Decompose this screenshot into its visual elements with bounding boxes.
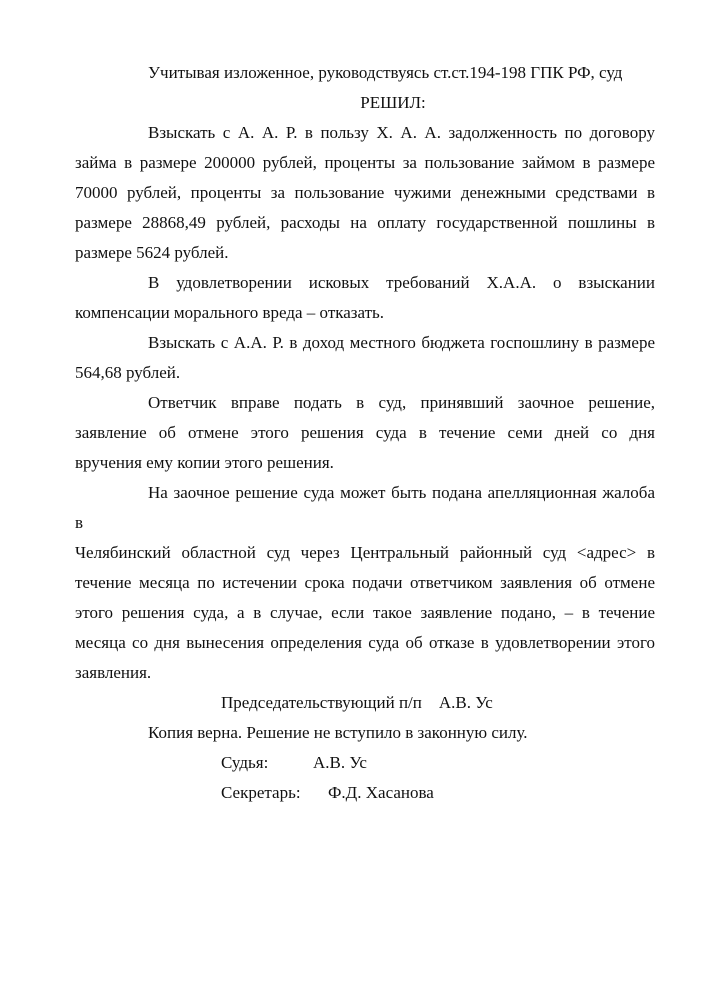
signature-judge-value: А.В. Ус	[313, 753, 367, 772]
copy-certification: Копия верна. Решение не вступило в законную силу.	[148, 723, 528, 742]
body-line: Ответчик вправе подать в суд, принявший заочное решение,	[148, 393, 655, 412]
signature-judge	[75, 748, 655, 778]
body-line: заявления.	[75, 663, 152, 682]
body-line: 70000 рублей, проценты за пользование чужими денежными средствами в	[75, 183, 655, 202]
signature-secretary	[75, 778, 655, 808]
body-line: компенсации морального вреда – отказать.	[75, 303, 385, 322]
body-line: На заочное решение суда может быть подана апелляционная жалоба в	[75, 483, 655, 532]
signature-presiding-value: А.В. Ус	[438, 693, 493, 712]
body-line: месяца со дня вынесения определения суда об отказе в удовлетворении этого	[75, 633, 655, 652]
body-line: заявление об отмене этого решения суда в течение семи дней со дня	[75, 423, 655, 442]
signature-secretary-value: Ф.Д. Хасанова	[328, 783, 434, 802]
body-line: течение месяца по истечении срока подачи ответчиком заявления об отмене	[75, 573, 655, 592]
signature-presiding-label: Председательствующий п/п	[221, 693, 422, 712]
body-line: Челябинский областной суд через Центральный районный суд <адрес> в	[75, 543, 655, 562]
body-line: займа в размере 200000 рублей, проценты за пользование займом в размере	[75, 153, 655, 172]
signature-presiding	[75, 688, 655, 718]
document-text	[75, 58, 655, 808]
resolution-heading: РЕШИЛ:	[360, 93, 426, 112]
body-line: вручения ему копии этого решения.	[75, 453, 334, 472]
body-line: размере 5624 рублей.	[75, 243, 229, 262]
intro-line: Учитывая изложенное, руководствуясь ст.ст.194-198 ГПК РФ, суд	[148, 63, 623, 82]
body-line: 564,68 рублей.	[75, 363, 181, 382]
body-line: Взыскать с А.А. Р. в доход местного бюджета госпошлину в размере	[148, 333, 655, 352]
body-line: этого решения суда, а в случае, если такое заявление подано, – в течение	[75, 603, 655, 622]
body-line: Взыскать с А. А. Р. в пользу Х. А. А. задолженность по договору	[148, 123, 655, 142]
body-line: размере 28868,49 рублей, расходы на оплату государственной пошлины в	[75, 213, 655, 232]
signature-judge-label: Судья:	[221, 753, 269, 772]
signature-secretary-label: Секретарь:	[221, 783, 301, 802]
body-line: В удовлетворении исковых требований Х.А.А. о взыскании	[148, 273, 655, 292]
